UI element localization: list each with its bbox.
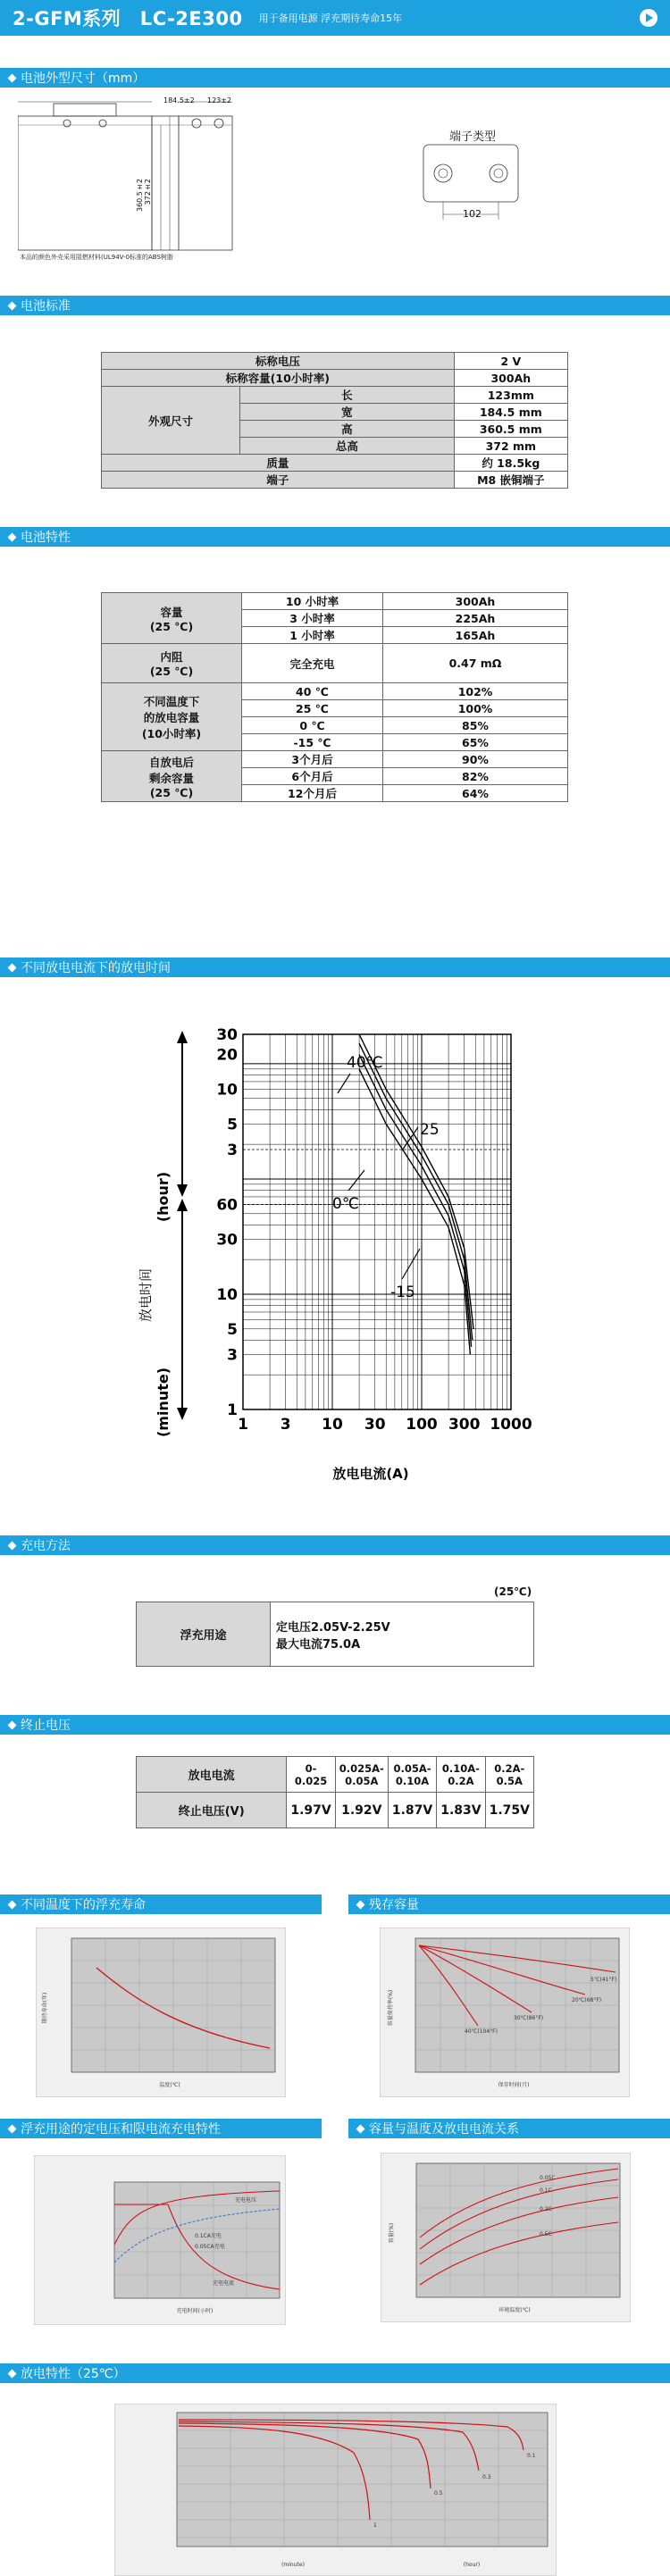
y-minute-tick-label: 3 xyxy=(227,1346,238,1365)
remaining-x-label: 保存时间(月) xyxy=(498,2082,530,2088)
table-cell: 184.5 mm xyxy=(454,404,567,421)
discharge-x-hour: (hour) xyxy=(463,2562,481,2568)
table-cell: 1.83V xyxy=(437,1793,485,1828)
table-row xyxy=(137,1602,534,1667)
table-cell: 2 V xyxy=(454,353,567,370)
charging-table xyxy=(136,1602,534,1667)
y-hour-tick-label: 10 xyxy=(216,1081,238,1100)
table-cell: 0.025A- 0.05A xyxy=(335,1757,388,1793)
discharge-label-05: 0.5 xyxy=(434,2490,443,2497)
y-minute-tick-label: 60 xyxy=(216,1196,238,1215)
play-icon xyxy=(646,13,653,22)
table-cell: 64% xyxy=(383,785,568,802)
charge-legend-005: 0.05CA充电 xyxy=(195,2244,225,2250)
dim-h1-label: 360.5±2 xyxy=(136,179,144,212)
table-cell: -15 ℃ xyxy=(242,734,383,751)
table-row xyxy=(137,1793,534,1828)
table-cell: 宽 xyxy=(240,404,455,421)
table-cell: 0.2A- 0.5A xyxy=(485,1757,533,1793)
y-minute-tick-label: 10 xyxy=(216,1285,238,1304)
standard-table xyxy=(101,352,568,489)
x-tick-label: 3 xyxy=(280,1416,291,1434)
table-cell: 123mm xyxy=(454,387,567,404)
section-title: 电池特性 xyxy=(21,531,71,545)
table-cell: 12个月后 xyxy=(242,785,383,802)
table-cell: 102% xyxy=(383,683,568,700)
diamond-icon xyxy=(8,532,17,541)
y-axis-label: 放电时间 xyxy=(138,1267,154,1323)
y-minute-tick-label: 30 xyxy=(216,1231,238,1250)
table-cell: 端子 xyxy=(102,472,455,489)
section-title: 电池标准 xyxy=(21,299,71,314)
arrow-up-icon xyxy=(177,1199,188,1211)
y-hour-tick-label: 30 xyxy=(216,1026,238,1044)
table-cell: 0 ℃ xyxy=(242,717,383,734)
diamond-icon xyxy=(8,2124,17,2133)
table-cell: 0.10A- 0.2A xyxy=(437,1757,485,1793)
table-cell: 10 小时率 xyxy=(242,593,383,610)
y-hour-label: (hour) xyxy=(155,1171,172,1223)
material-note: 本品的颜色外壳采用阻燃材料(UL94V-0标准的ABS树脂 xyxy=(20,254,173,261)
table-cell: 浮充用途 xyxy=(137,1602,271,1667)
table-cell: 372 mm xyxy=(454,438,567,455)
section-charging xyxy=(0,1535,670,1555)
table-cell: 外观尺寸 xyxy=(102,387,240,455)
diamond-icon xyxy=(8,1900,17,1909)
section-title: 充电方法 xyxy=(21,1539,71,1553)
table-cell: 100% xyxy=(383,700,568,717)
remaining-y-label: 容量保持率(%) xyxy=(388,1989,394,2027)
table-cell: 0.05A- 0.10A xyxy=(388,1757,436,1793)
cutoff-table xyxy=(136,1756,534,1828)
annotation-40: 40℃ xyxy=(347,1054,383,1072)
section-cutoff xyxy=(0,1715,670,1735)
section-float-life xyxy=(0,1894,322,1914)
discharge-characteristics-chart xyxy=(114,2404,557,2576)
x-tick-label: 300 xyxy=(448,1416,481,1434)
charge-legend-voltage: 充电电压 xyxy=(235,2197,257,2204)
table-cell: 完全充电 xyxy=(242,644,383,683)
table-cell: 内阻 (25 ℃) xyxy=(102,644,242,683)
section-discharge-char xyxy=(0,2363,670,2383)
table-cell: 标称容量(10小时率) xyxy=(102,370,455,387)
table-cell: 终止电压(V) xyxy=(137,1793,287,1828)
table-cell: 0- 0.025 xyxy=(287,1757,335,1793)
section-dimensions xyxy=(0,68,670,88)
section-discharge-time xyxy=(0,958,670,977)
arrow-up-icon xyxy=(177,1031,188,1043)
table-row xyxy=(137,1757,534,1793)
table-cell: 300Ah xyxy=(383,593,568,610)
diamond-icon xyxy=(8,1541,17,1550)
charge-characteristics-chart xyxy=(34,2155,286,2325)
table-cell: 不同温度下 的放电容量 (10小时率) xyxy=(102,683,242,751)
table-row xyxy=(102,593,568,610)
y-minute-tick-label: 5 xyxy=(227,1320,238,1339)
table-cell: 90% xyxy=(383,751,568,768)
table-row xyxy=(102,472,568,489)
table-cell: 0.47 mΩ xyxy=(383,644,568,683)
capacity-label-01: 0.1C xyxy=(540,2187,552,2194)
table-row xyxy=(102,455,568,472)
table-cell: 6个月后 xyxy=(242,768,383,785)
discharge-label-03: 0.3 xyxy=(482,2474,491,2480)
remaining-label-40: 40℃(104°F) xyxy=(465,2028,498,2035)
top-bar xyxy=(0,0,670,36)
remaining-capacity-chart xyxy=(380,1928,630,2097)
dim-h2-label: 372±2 xyxy=(144,179,152,205)
section-title: 不同放电电流下的放电时间 xyxy=(21,961,171,975)
x-tick-label: 1 xyxy=(238,1416,248,1434)
discharge-label-1: 1 xyxy=(373,2522,377,2529)
y-minute-label: (minute) xyxy=(155,1367,172,1438)
discharge-x-minute: (minute) xyxy=(281,2562,305,2568)
charge-x-label: 充电时间(小时) xyxy=(176,2308,214,2314)
table-cell: 1.92V xyxy=(335,1793,388,1828)
diamond-icon xyxy=(8,301,17,310)
section-title: 残存容量 xyxy=(369,1898,419,1912)
section-title: 终止电压 xyxy=(21,1719,71,1733)
table-cell: 1.97V xyxy=(287,1793,335,1828)
table-cell: 85% xyxy=(383,717,568,734)
float-life-x-label: 温度(℃) xyxy=(159,2082,180,2088)
page-title: 2-GFM系列 LC-2E300 xyxy=(13,8,243,29)
diamond-icon xyxy=(356,2124,365,2133)
table-cell: 360.5 mm xyxy=(454,421,567,438)
float-life-chart xyxy=(36,1928,286,2097)
table-cell: 1.75V xyxy=(485,1793,533,1828)
diamond-icon xyxy=(8,963,17,972)
table-cell: 65% xyxy=(383,734,568,751)
terminal-type-title: 端子类型 xyxy=(449,130,497,144)
section-remaining xyxy=(348,1894,670,1914)
diamond-icon xyxy=(356,1900,365,1909)
charge-legend-current: 充电电流 xyxy=(213,2280,235,2287)
table-cell: 质量 xyxy=(102,455,455,472)
diamond-icon xyxy=(8,2369,17,2378)
arrow-down-icon xyxy=(177,1408,188,1420)
y-minute-tick-label: 1 xyxy=(227,1401,238,1419)
characteristics-table xyxy=(101,592,568,802)
table-cell: 3 小时率 xyxy=(242,610,383,627)
table-cell: 165Ah xyxy=(383,627,568,644)
dim-width-label: 184.5±2 xyxy=(163,96,195,105)
table-cell: 放电电流 xyxy=(137,1757,287,1793)
table-cell: 标称电压 xyxy=(102,353,455,370)
capacity-label-05: 0.5C xyxy=(540,2231,552,2237)
table-row xyxy=(102,370,568,387)
discharge-time-chart xyxy=(125,1018,536,1501)
table-cell: 25 ℃ xyxy=(242,700,383,717)
diamond-icon xyxy=(8,73,17,82)
table-row xyxy=(102,644,568,683)
table-cell: M8 嵌铜端子 xyxy=(454,472,567,489)
diamond-icon xyxy=(8,1720,17,1729)
annotation-0: 0℃ xyxy=(332,1195,359,1213)
table-cell: 1.87V xyxy=(388,1793,436,1828)
float-life-y-label: 期待寿命(年) xyxy=(42,1992,48,2024)
remaining-label-20: 20℃(68°F) xyxy=(572,1997,602,2003)
section-capacity-temp xyxy=(348,2119,670,2138)
remaining-label-30: 30℃(86°F) xyxy=(514,2015,544,2021)
table-cell: 长 xyxy=(240,387,455,404)
table-cell: 3个月后 xyxy=(242,751,383,768)
play-button[interactable] xyxy=(640,9,657,27)
table-cell: 225Ah xyxy=(383,610,568,627)
annotation-minus15: -15 xyxy=(390,1284,415,1301)
page-subtitle: 用于备用电源 浮充期待寿命15年 xyxy=(258,13,403,24)
section-charge-char xyxy=(0,2119,322,2138)
table-cell: 300Ah xyxy=(454,370,567,387)
dim-depth-label: 123±2 xyxy=(207,96,232,105)
capacity-label-02: 0.2C xyxy=(540,2206,552,2212)
table-row xyxy=(102,683,568,700)
table-cell: 82% xyxy=(383,768,568,785)
table-row xyxy=(102,387,568,404)
capacity-label-005: 0.05C xyxy=(540,2175,556,2181)
x-tick-label: 1000 xyxy=(490,1416,532,1434)
section-title: 不同温度下的浮充寿命 xyxy=(21,1898,146,1912)
section-title: 浮充用途的定电压和限电流充电特性 xyxy=(21,2122,221,2137)
remaining-label-5: 5℃(41°F) xyxy=(590,1977,617,1983)
y-hour-tick-label: 5 xyxy=(227,1116,238,1134)
capacity-temperature-chart xyxy=(381,2153,631,2322)
table-cell: 容量 (25 ℃) xyxy=(102,593,242,644)
section-title: 电池外型尺寸（mm） xyxy=(21,71,146,86)
annotation-25: 25 xyxy=(420,1121,440,1139)
capacity-y-label: 容量(%) xyxy=(389,2222,395,2244)
x-tick-label: 10 xyxy=(322,1416,343,1434)
discharge-label-01: 0.1 xyxy=(527,2453,536,2459)
table-cell: 总高 xyxy=(240,438,455,455)
section-characteristics xyxy=(0,527,670,547)
battery-dimension-drawing xyxy=(18,100,286,252)
x-axis-label: 放电电流(A) xyxy=(332,1466,409,1482)
capacity-x-label: 环境温度(℃) xyxy=(498,2307,531,2313)
section-title: 放电特性（25℃） xyxy=(21,2367,126,2381)
terminal-width-label: 102 xyxy=(463,208,482,220)
y-hour-tick-label: 20 xyxy=(216,1046,238,1065)
table-cell: 1 小时率 xyxy=(242,627,383,644)
section-title: 容量与温度及放电电流关系 xyxy=(369,2122,519,2137)
table-cell: 约 18.5kg xyxy=(454,455,567,472)
x-tick-label: 100 xyxy=(406,1416,438,1434)
table-row xyxy=(102,353,568,370)
charge-legend-01: 0.1CA充电 xyxy=(195,2233,222,2239)
charging-temp-note: (25℃) xyxy=(494,1585,532,1598)
y-hour-tick-label: 3 xyxy=(227,1142,238,1160)
charging-voltage: 定电压2.05V-2.25V xyxy=(276,1620,390,1635)
arrow-down-icon xyxy=(177,1184,188,1197)
table-cell: 40 ℃ xyxy=(242,683,383,700)
table-cell: 高 xyxy=(240,421,455,438)
x-tick-label: 30 xyxy=(364,1416,386,1434)
charging-current: 最大电流75.0A xyxy=(276,1637,361,1652)
table-row xyxy=(102,751,568,768)
table-cell: 自放电后 剩余容量 (25 ℃) xyxy=(102,751,242,802)
section-standard xyxy=(0,296,670,315)
